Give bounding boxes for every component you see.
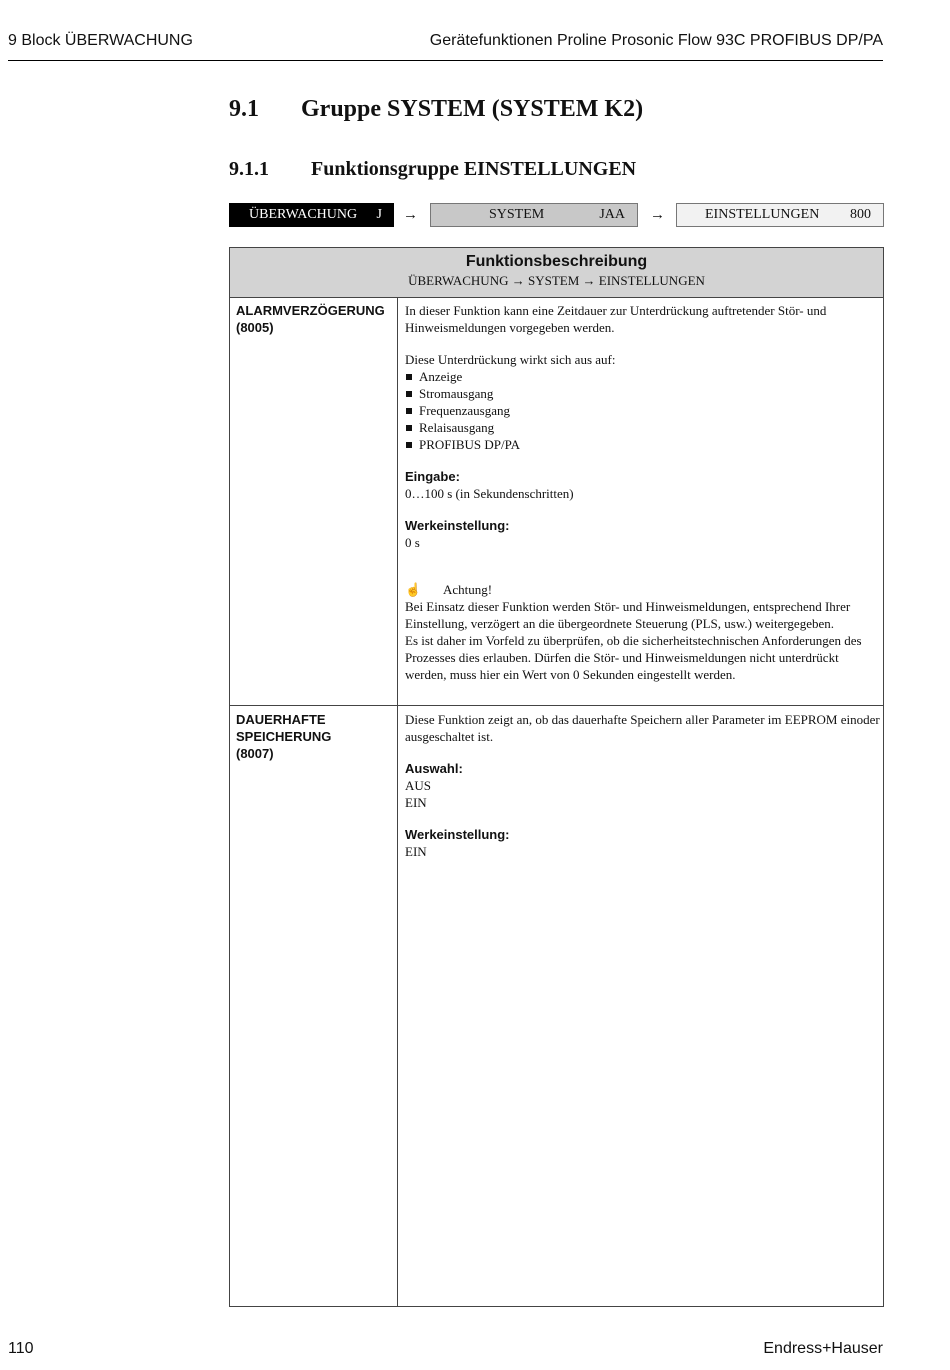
warning-text: Es ist daher im Vorfeld zu überprüfen, ob die sicherheitstechnischen Anforderungen des Prozesses dies erlauben. Dürfen die Stör- und Hinweismeldungen nicht unterdrückt werden, muss hier ein Wert von 0 Sekunden eingestellt werden. <box>405 633 862 682</box>
table-title: Funktionsbeschreibung <box>465 253 648 270</box>
function-name: ALARMVERZÖGERUNG <box>236 303 385 318</box>
running-header-left: 9 Block ÜBERWACHUNG <box>8 32 193 49</box>
nav-label: EINSTELLUNGEN <box>705 207 820 222</box>
header-rule <box>8 60 883 61</box>
running-header-right: Gerätefunktionen Proline Prosonic Flow 93C PROFIBUS DP/PA <box>429 32 883 49</box>
description-text: In dieser Funktion kann eine Zeitdauer zur Unterdrückung auftretender Stör- und Hinweismeldungen vorgegeben werden. <box>405 303 827 335</box>
column-divider <box>397 297 398 1306</box>
nav-box-ueberwachung <box>229 203 394 227</box>
function-table <box>229 247 884 1307</box>
warning-text: Bei Einsatz dieser Funktion werden Stör- und Hinweismeldungen, entsprechend Ihrer Einstellung, verzögert an die übergeordnete Steuerung (PLS, usw.) weitergegeben. <box>405 599 851 631</box>
function-name-permanent-storage <box>236 711 391 762</box>
table-path: ÜBERWACHUNG → SYSTEM → EINSTELLUNGEN <box>408 273 705 288</box>
table-header <box>230 248 883 298</box>
nav-code: 800 <box>850 207 871 222</box>
row-divider <box>230 705 883 706</box>
nav-box-system <box>430 203 638 227</box>
list-item: Stromausgang <box>405 385 880 402</box>
description-text: Diese Funktion zeigt an, ob das dauerhafte Speichern aller Parameter im EEPROM einoder ausgeschaltet ist. <box>405 712 880 744</box>
default-label: Werkeinstellung: <box>405 827 510 842</box>
affects-label: Diese Unterdrückung wirkt sich aus auf: <box>405 352 616 367</box>
option-value: EIN <box>405 795 427 810</box>
warning-heading <box>405 581 880 598</box>
options-label: Auswahl: <box>405 761 463 776</box>
section-title: Gruppe SYSTEM (SYSTEM K2) <box>301 96 644 122</box>
section-number: 9.1 <box>229 96 259 122</box>
function-code: (8005) <box>236 320 274 335</box>
subsection-number: 9.1.1 <box>229 158 269 180</box>
nav-code: J <box>376 207 382 222</box>
option-value: AUS <box>405 778 432 793</box>
nav-label: SYSTEM <box>489 207 545 222</box>
nav-arrow: → <box>650 207 665 223</box>
nav-arrow: → <box>403 207 418 223</box>
page-number: 110 <box>8 1340 34 1357</box>
default-value: 0 s <box>405 535 420 550</box>
input-label: Eingabe: <box>405 469 460 484</box>
function-name: DAUERHAFTE <box>236 712 326 727</box>
default-value: EIN <box>405 844 427 859</box>
nav-label: ÜBERWACHUNG <box>249 207 358 222</box>
warning-title: Achtung! <box>443 582 493 597</box>
section-heading <box>229 96 643 123</box>
function-name-alarm-delay <box>236 302 391 336</box>
function-name: SPEICHERUNG <box>236 729 332 744</box>
subsection-title: Funktionsgruppe EINSTELLUNGEN <box>311 158 637 180</box>
list-item: Anzeige <box>405 368 880 385</box>
affects-list <box>405 368 880 453</box>
function-description-permanent-storage <box>405 711 880 860</box>
list-item: PROFIBUS DP/PA <box>405 436 880 453</box>
hand-warning-icon: ☝ <box>405 582 422 597</box>
input-value: 0…100 s (in Sekundenschritten) <box>405 486 574 501</box>
function-code: (8007) <box>236 746 274 761</box>
subsection-heading <box>229 158 636 181</box>
list-item: Frequenzausgang <box>405 402 880 419</box>
list-item: Relaisausgang <box>405 419 880 436</box>
nav-code: JAA <box>599 207 625 222</box>
brand-name: Endress+Hauser <box>763 1340 883 1357</box>
nav-box-einstellungen <box>676 203 884 227</box>
default-label: Werkeinstellung: <box>405 518 510 533</box>
function-description-alarm-delay <box>405 302 880 683</box>
